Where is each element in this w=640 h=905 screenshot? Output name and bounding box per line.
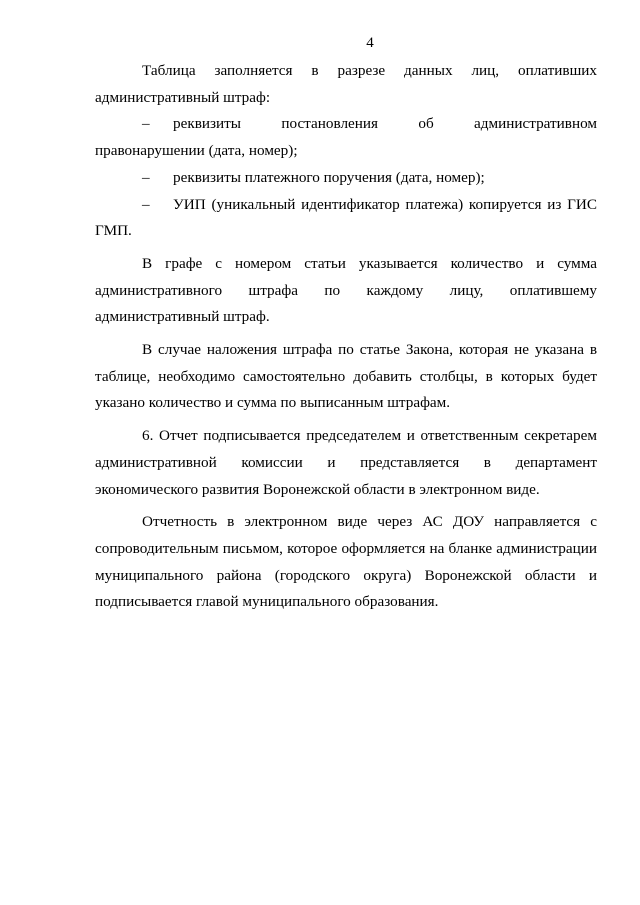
list-item-payment-order xyxy=(95,165,597,192)
page-number: 4 xyxy=(366,35,374,51)
list-item-uip xyxy=(95,192,597,245)
list-item-text: реквизиты постановления об административном правонарушении (дата, номер); xyxy=(95,115,597,160)
paragraph-electronic-reporting: Отчетность в электронном виде через АС ДОУ направляется с сопроводительным письмом, которое оформляется на бланке администрации муниципального района (городского округа) Воронежской области и подписывается главой муниципального образования. xyxy=(95,513,597,611)
list-item-resolution-details xyxy=(95,111,597,164)
list-item-text: УИП (уникальный идентификатор платежа) копируется из ГИС ГМП. xyxy=(95,195,597,240)
document-body xyxy=(95,58,597,616)
list-dash: – xyxy=(142,195,150,213)
paragraph-article-column: В графе с номером статьи указывается количество и сумма административного штрафа по каждому лицу, оплатившему административный штраф. xyxy=(95,254,597,326)
paragraph-report-signing: 6. Отчет подписывается председателем и ответственным секретарем административной комиссии и представляется в департамент экономического развития Воронежской области в электронном виде. xyxy=(95,427,597,498)
list-dash: – xyxy=(142,168,150,186)
paragraph-table-fill: Таблица заполняется в разрезе данных лиц, оплативших административный штраф: xyxy=(95,62,597,106)
list-item-text: реквизиты платежного поручения (дата, номер); xyxy=(173,168,485,186)
paragraph-new-article: В случае наложения штрафа по статье Закона, которая не указана в таблице, необходимо самостоятельно добавить столбцы, в которых будет указано количество и сумма по выписанным штрафам. xyxy=(95,341,597,412)
list-dash: – xyxy=(142,115,150,133)
